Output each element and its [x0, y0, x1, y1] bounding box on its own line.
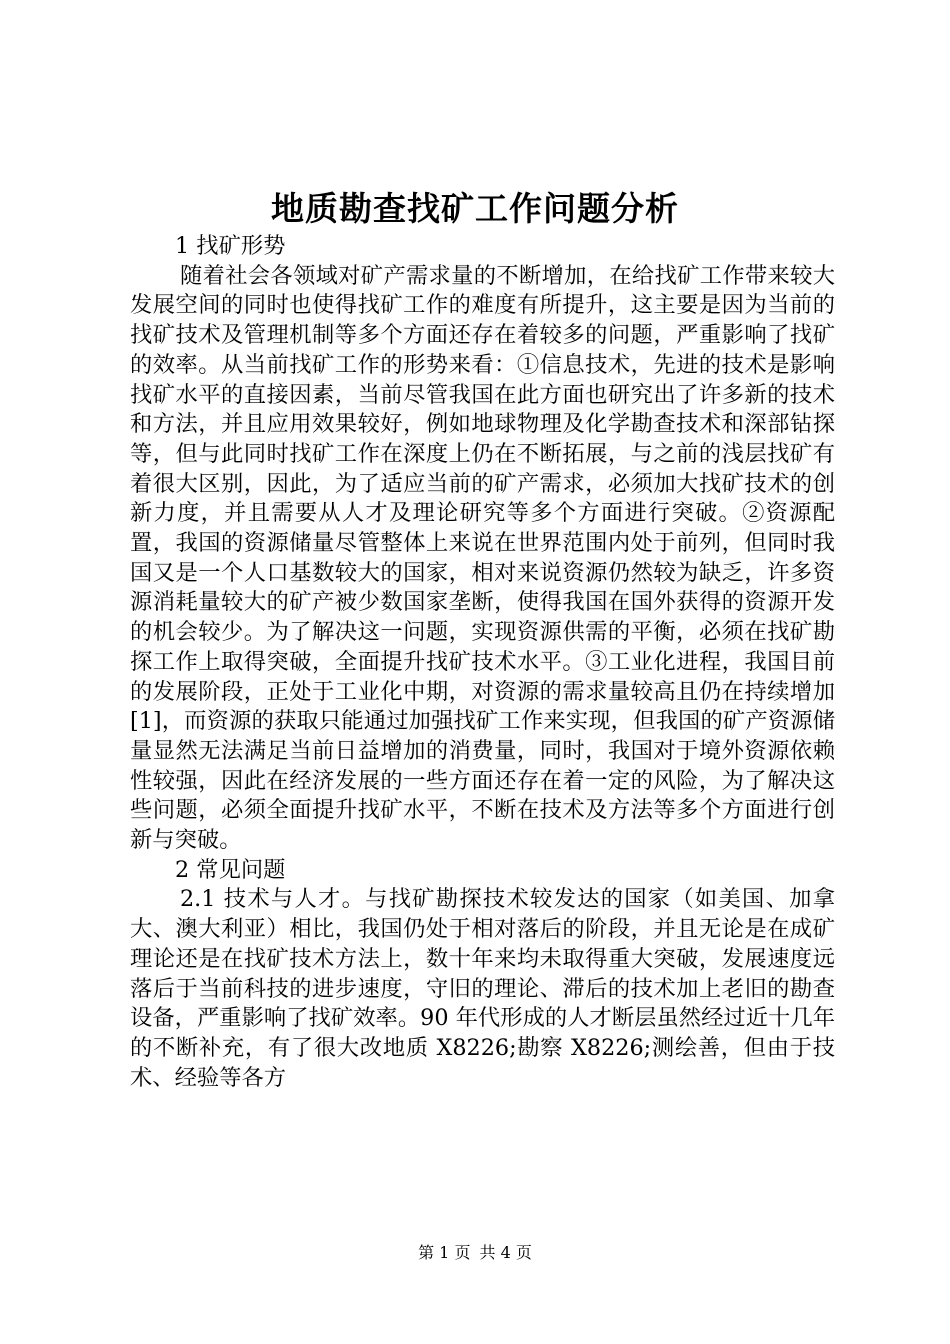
page-total: 共 4 页: [479, 1243, 532, 1262]
section-paragraph-1: 随着社会各领域对矿产需求量的不断增加，在给找矿工作带来较大发展空间的同时也使得找矿工作的难度有所提升，这主要是因为当前的找矿技术及管理机制等多个方面还存在着较多的问题，严重影响了找矿的效率。从当前找矿工作的形势来看：①信息技术，先进的技术是影响找矿水平的直接因素，当前尽管我国在此方面也研究出了许多新的技术和方法，并且应用效果较好，例如地球物理及化学勘查技术和深部钻探等，但与此同时找矿工作在深度上仍在不断拓展，与之前的浅层找矿有着很大区别，因此，为了适应当前的矿产需求，必须加大找矿技术的创新力度，并且需要从人才及理论研究等多个方面进行突破。②资源配置，我国的资源储量尽管整体上来说在世界范围内处于前列，但同时我国又是一个人口基数较大的国家，相对来说资源仍然较为缺乏，许多资源消耗量较大的矿产被少数国家垄断，使得我国在国外获得的资源开发的机会较少。为了解决这一问题，实现资源供需的平衡，必须在找矿勘探工作上取得突破，全面提升找矿技术水平。③工业化进程，我国目前的发展阶段，正处于工业化中期，对资源的需求量较高且仍在持续增加[1]，而资源的获取只能通过加强找矿工作来实现，但我国的矿产资源储量显然无法满足当前日益增加的消费量，同时，我国对于境外资源依赖性较强，因此在经济发展的一些方面还存在着一定的风险，为了解决这些问题，必须全面提升找矿水平，不断在技术及方法等多个方面进行创新与突破。: [130, 262, 835, 854]
section-heading-1: 1 找矿形势: [175, 233, 286, 259]
document-title: 地质勘查找矿工作问题分析: [271, 189, 679, 228]
page-footer: [0, 1243, 950, 1263]
document-body: [130, 232, 835, 1093]
page-number: 第 1 页: [418, 1243, 471, 1262]
section-paragraph-2: 2.1 技术与人才。与找矿勘探技术较发达的国家（如美国、加拿大、澳大利亚）相比，我国仍处于相对落后的阶段，并且无论是在成矿理论还是在找矿技术方法上，数十年来均未取得重大突破，发展速度远落后于当前科技的进步速度，守旧的理论、滞后的技术加上老旧的勘查设备，严重影响了找矿效率。90 年代形成的人才断层虽然经过近十几年的不断补充，有了很大改地质 X8226;勘察 X8226;测绘善，但由于技术、经验等各方: [130, 886, 835, 1091]
section-heading-2: 2 常见问题: [175, 856, 286, 883]
